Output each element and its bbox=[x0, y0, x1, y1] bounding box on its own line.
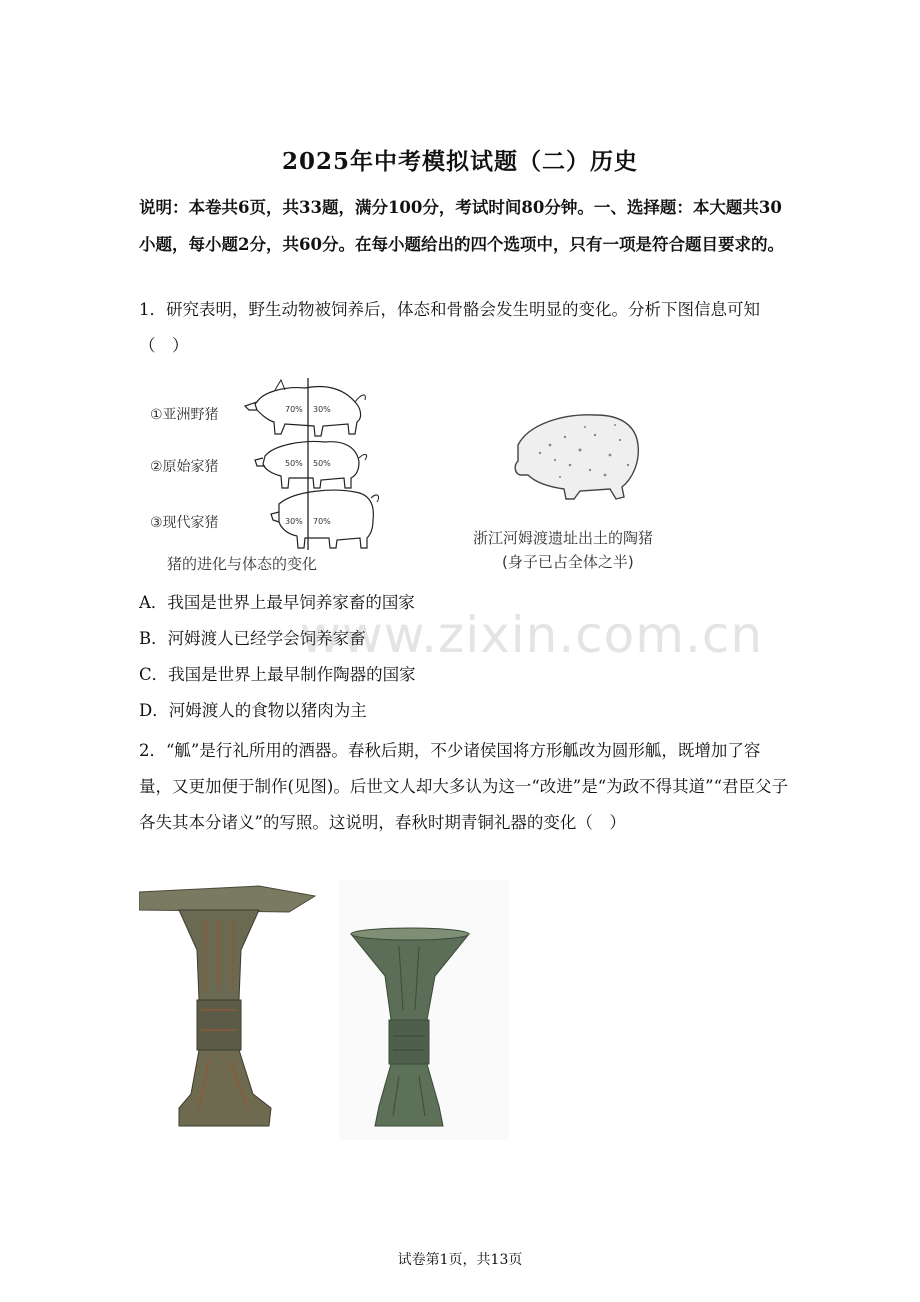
exam-instructions: 说明：本卷共6页，共33题，满分100分，考试时间80分钟。一、选择题：本大题共30小题，每小题2分，共60分。在每小题给出的四个选项中，只有一项是符合题目要求的。 bbox=[139, 198, 784, 254]
primitive-pig-drawing bbox=[255, 442, 367, 488]
pottery-pig-figure bbox=[470, 395, 700, 575]
modern-pig-drawing bbox=[271, 490, 379, 548]
wild-boar-drawing bbox=[245, 380, 365, 436]
question-2-stem: 2．“觚”是行礼所用的酒器。春秋后期，不少诸侯国将方形觚改为圆形觚，既增加了容量，又更加便于制作(见图)。后世文人却大多认为这一“改进”是“为政不得其道”“君臣父子各失其本分诸义”的写照。这说明，春秋时期青铜礼器的变化（ ） bbox=[139, 741, 789, 832]
pct-primitive-back: 50% bbox=[313, 459, 331, 468]
pct-modern-back: 70% bbox=[313, 517, 331, 526]
row-label-primitive-pig: ②原始家猪 bbox=[150, 459, 219, 475]
figure-right-caption-1: 浙江河姆渡遗址出土的陶猪 bbox=[473, 529, 654, 547]
watermark: www.zixin.com.cn bbox=[300, 606, 764, 664]
pottery-pig-drawing bbox=[470, 395, 700, 515]
page-title: 2025年中考模拟试题（二）历史 bbox=[281, 148, 638, 175]
row-label-modern-pig: ③现代家猪 bbox=[150, 515, 219, 531]
pct-modern-front: 30% bbox=[285, 517, 303, 526]
pct-wild-back: 30% bbox=[313, 405, 331, 414]
option-b[interactable]: B．河姆渡人已经学会饲养家畜 bbox=[139, 629, 366, 648]
pig-evolution-figure bbox=[145, 372, 385, 577]
option-c[interactable]: C．我国是世界上最早制作陶器的国家 bbox=[139, 665, 416, 684]
pct-wild-front: 70% bbox=[285, 405, 303, 414]
figure-left-caption: 猪的进化与体态的变化 bbox=[167, 555, 318, 573]
pct-primitive-front: 50% bbox=[285, 459, 303, 468]
row-label-wild-boar: ①亚洲野猪 bbox=[150, 407, 219, 423]
square-gu-image bbox=[139, 880, 319, 1140]
round-gu-image bbox=[339, 880, 509, 1140]
option-a[interactable]: A．我国是世界上最早饲养家畜的国家 bbox=[139, 593, 415, 612]
page-footer: 试卷第1页，共13页 bbox=[397, 1252, 523, 1268]
figure-right-caption-2: (身子已占全体之半) bbox=[502, 553, 634, 571]
option-d[interactable]: D．河姆渡人的食物以猪肉为主 bbox=[139, 701, 367, 720]
question-1-stem: 1．研究表明，野生动物被饲养后，体态和骨骼会发生明显的变化。分析下图信息可知（ ） bbox=[139, 300, 760, 355]
gu-vessels-figure bbox=[139, 880, 509, 1140]
